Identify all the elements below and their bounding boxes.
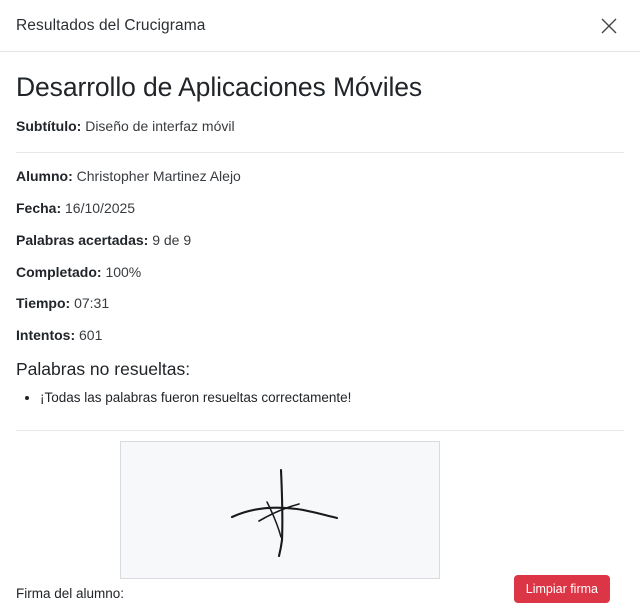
field-subtitulo-label: Subtítulo: bbox=[16, 118, 82, 134]
field-alumno-value: Christopher Martinez Alejo bbox=[76, 167, 241, 184]
field-fecha-value: 16/10/2025 bbox=[65, 199, 136, 216]
divider-signature bbox=[16, 430, 624, 431]
field-intentos-value: 601 bbox=[79, 327, 103, 344]
modal-body bbox=[0, 52, 640, 605]
close-icon-glyph bbox=[600, 17, 618, 35]
signature-pad[interactable] bbox=[120, 441, 440, 579]
close-icon[interactable] bbox=[596, 13, 622, 39]
modal-header bbox=[0, 0, 640, 52]
field-tiempo-value: 07:31 bbox=[74, 295, 110, 312]
field-subtitulo bbox=[16, 117, 624, 136]
signature-label: Firma del alumno: bbox=[16, 586, 125, 602]
modal-title: Resultados del Crucigrama bbox=[16, 16, 206, 34]
field-completado-label: Completado: bbox=[16, 263, 102, 280]
field-palabras-acertadas-label: Palabras acertadas: bbox=[16, 231, 149, 248]
field-palabras-acertadas bbox=[16, 231, 624, 250]
field-intentos bbox=[16, 326, 624, 345]
clear-signature-button[interactable]: Limpiar firma bbox=[514, 575, 610, 603]
signature-drawing-icon bbox=[121, 442, 439, 578]
unsolved-words-list bbox=[16, 388, 624, 408]
field-fecha-label: Fecha: bbox=[16, 199, 62, 216]
field-completado bbox=[16, 263, 624, 282]
signature-area bbox=[16, 441, 624, 605]
page-title: Desarrollo de Aplicaciones Móviles bbox=[16, 72, 423, 102]
list-item: • ¡Todas las palabras fueron resueltas correctamente! bbox=[40, 388, 624, 408]
field-tiempo bbox=[16, 294, 624, 313]
divider-top bbox=[16, 152, 624, 153]
field-tiempo-label: Tiempo: bbox=[16, 295, 71, 312]
field-subtitulo-value: Diseño de interfaz móvil bbox=[85, 118, 235, 134]
unsolved-words-heading: Palabras no resueltas: bbox=[16, 359, 191, 380]
field-fecha bbox=[16, 199, 624, 218]
field-intentos-label: Intentos: bbox=[16, 327, 76, 344]
field-alumno-label: Alumno: bbox=[16, 167, 73, 184]
field-palabras-acertadas-value: 9 de 9 bbox=[152, 231, 192, 248]
field-completado-value: 100% bbox=[105, 263, 142, 280]
field-alumno bbox=[16, 167, 624, 186]
